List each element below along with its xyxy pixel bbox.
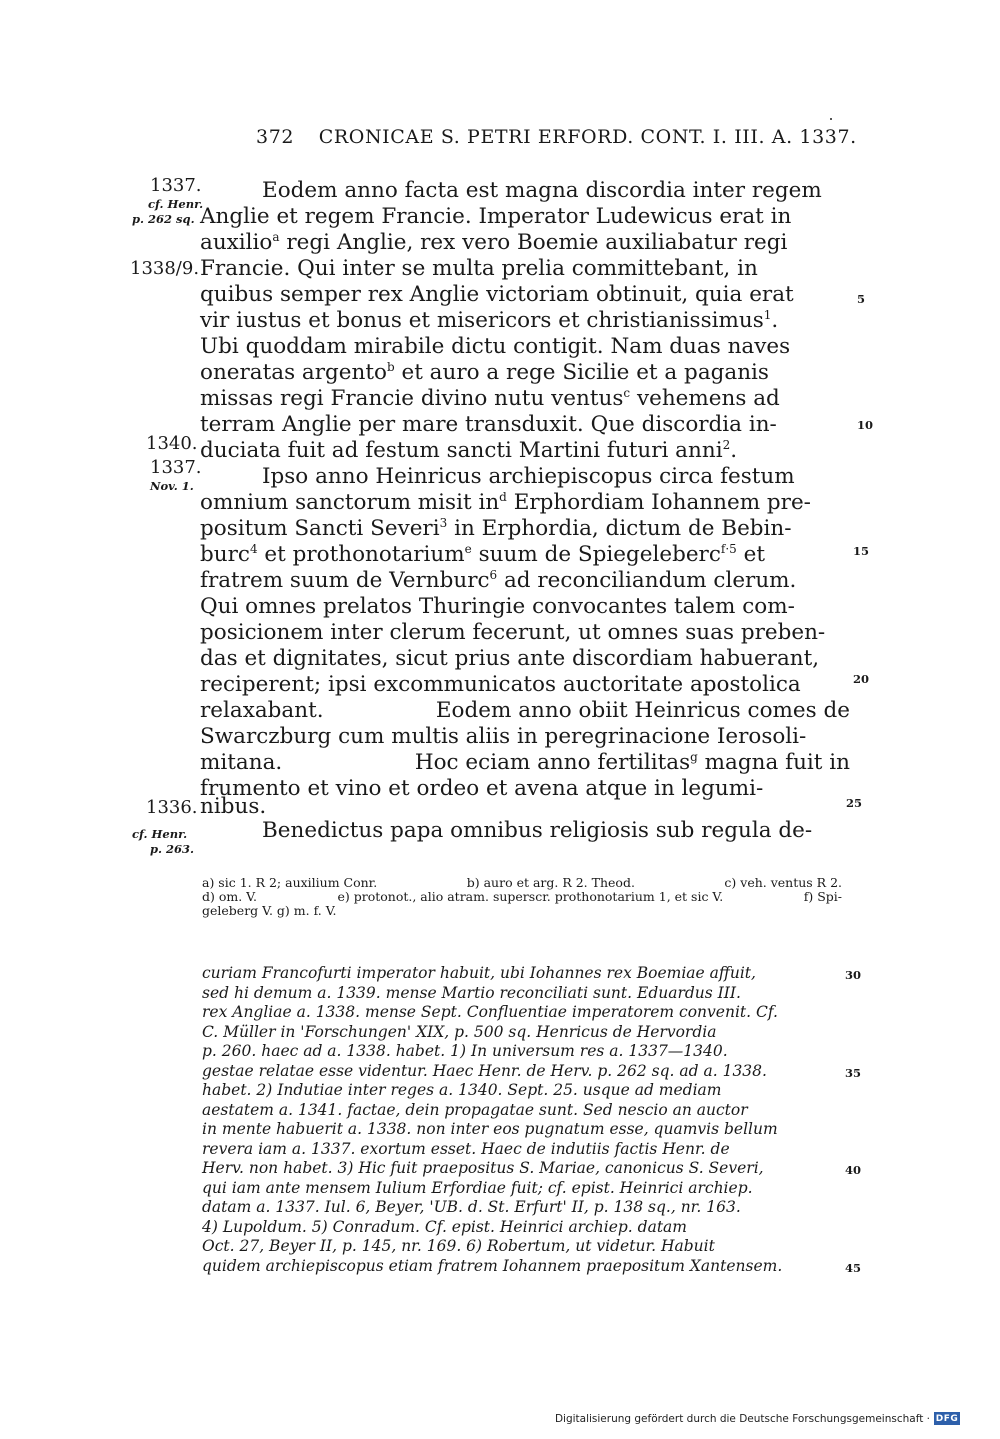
text-line: nibus. xyxy=(200,794,267,819)
margin-year-1340: 1340. xyxy=(146,433,198,454)
commentary-line: rex Angliae a. 1338. mense Sept. Confluentiae imperatorem convenit. Cf. xyxy=(202,1003,778,1021)
commentary-line: C. Müller in 'Forschungen' XIX, p. 500 sq. Henricus de Hervordia xyxy=(202,1022,717,1041)
text-line: quibus semper rex Anglie victoriam obtinuit, quia erat xyxy=(200,282,794,307)
text-line: das et dignitates, sicut prius ante discordiam habuerant, xyxy=(200,646,820,671)
margin-year-1338-9: 1338/9. xyxy=(130,258,200,279)
running-header xyxy=(256,126,857,148)
text-line: relaxabant. Eodem anno obiit Heinricus comes de xyxy=(200,698,850,723)
margin-date-nov1: Nov. 1. xyxy=(150,479,194,493)
line-number-5: 5 xyxy=(857,292,866,306)
text-line: oneratas argento$^b$ et auro a rege Sicilie et a paganis xyxy=(200,359,769,385)
line-number-25: 25 xyxy=(846,796,863,810)
footnote-line: geleberg V. g) m. f. V. xyxy=(202,903,337,918)
line-number-15: 15 xyxy=(853,544,870,558)
margin-ref-henr-2: cf. Henr. xyxy=(132,827,188,841)
text-line: frumento et vino et ordeo et avena atque in legumi- xyxy=(200,776,764,801)
text-line: Francie. Qui inter se multa prelia committebant, in xyxy=(200,256,758,281)
commentary-line: revera iam a. 1337. exortum esset. Haec de indutiis factis Henr. de xyxy=(202,1139,730,1158)
text-line: mitana. Hoc eciam anno fertilitas$^g$ magna fuit in xyxy=(200,749,850,775)
commentary-line: sed hi demum a. 1339. mense Martio reconciliati sunt. Eduardus III. xyxy=(202,983,741,1002)
digitization-credit xyxy=(555,1412,960,1425)
text-line: vir iustus et bonus et misericors et christianissimus$^1$. xyxy=(200,307,779,333)
commentary-line-number-40: 40 xyxy=(845,1163,862,1177)
text-line: Benedictus papa omnibus religiosis sub regula de- xyxy=(262,818,813,843)
commentary-line-number-35: 35 xyxy=(845,1066,862,1080)
running-title: CRONICAE S. PETRI ERFORD. CONT. I. III. A. 1337. xyxy=(318,126,857,148)
line-number-20: 20 xyxy=(853,672,870,686)
dfg-logo-icon: DFG xyxy=(935,1413,959,1424)
commentary-line: Herv. non habet. 3) Hic fuit praepositus S. Mariae, canonicus S. Severi, xyxy=(202,1159,764,1177)
commentary-line: gestae relatae esse videntur. Haec Henr. de Herv. p. 262 sq. ad a. 1338. xyxy=(202,1061,767,1080)
commentary-line: p. 260. haec ad a. 1338. habet. 1) In universum res a. 1337—1340. xyxy=(202,1042,728,1060)
margin-year-1337: 1337. xyxy=(150,175,202,196)
commentary-line-number-45: 45 xyxy=(845,1261,862,1275)
text-line: Qui omnes prelatos Thuringie convocantes talem com- xyxy=(200,594,795,619)
commentary-line: qui iam ante mensem Iulium Erfordiae fuit; cf. epist. Heinrici archiep. xyxy=(202,1178,753,1197)
commentary-line: aestatem a. 1341. factae, dein propagatae sunt. Sed nescio an auctor xyxy=(202,1100,748,1119)
text-line: Ubi quoddam mirabile dictu contigit. Nam duas naves xyxy=(200,334,791,359)
commentary-line: in mente habuerit a. 1338. non inter eos pugnatum esse, quamvis bellum xyxy=(202,1120,778,1138)
text-line: Swarczburg cum multis aliis in peregrinacione Ierosoli- xyxy=(200,724,807,749)
text-line: reciperent; ipsi excommunicatos auctoritate apostolica xyxy=(200,672,801,697)
text-line: Ipso anno Heinricus archiepiscopus circa festum xyxy=(262,464,795,489)
commentary-line: habet. 2) Indutiae inter reges a. 1340. Sept. 25. usque ad mediam xyxy=(202,1081,722,1099)
footnote-line: a) sic 1. R 2; auxilium Conr. b) auro et arg. R 2. Theod. c) veh. ventus R 2. xyxy=(202,875,842,890)
footnote-line: d) om. V. e) protonot., alio atram. superscr. prothonotarium 1, et sic V. f) Spi- xyxy=(202,889,842,904)
margin-ref-page-2: p. 263. xyxy=(150,842,195,856)
margin-year-1336: 1336. xyxy=(146,797,198,818)
text-line: duciata fuit ad festum sancti Martini futuri anni$^2$. xyxy=(200,437,738,463)
text-line: omnium sanctorum misit $in^d$ Erphordiam Iohannem pre- xyxy=(200,489,811,515)
text-line: posicionem inter clerum fecerunt, ut omnes suas preben- xyxy=(200,620,826,645)
credit-text: Digitalisierung gefördert durch die Deutsche Forschungsgemeinschaft · xyxy=(554,1412,930,1425)
commentary-line: curiam Francofurti imperator habuit, ubi Iohannes rex Boemiae affuit, xyxy=(202,964,756,982)
margin-ref-page: p. 262 sq. xyxy=(132,212,195,226)
text-line: Eodem anno facta est magna discordia inter regem xyxy=(262,178,822,203)
text-line: fratrem suum de Vernburc$^6$ ad reconciliandum clerum. xyxy=(200,567,797,593)
margin-ref-henr: cf. Henr. xyxy=(148,197,204,211)
line-number-10: 10 xyxy=(857,418,874,432)
text-line: positum Sancti Severi$^3$ in Erphordia, dictum de Bebin- xyxy=(200,515,792,541)
text-line: auxilio$^a$ regi Anglie, rex vero Boemie auxiliabatur regi xyxy=(200,229,788,255)
text-line: Anglie et regem Francie. Imperator Ludewicus erat in xyxy=(200,204,792,229)
text-line: missas regi Francie divino nutu ventus$^c$ vehemens ad xyxy=(200,385,780,411)
commentary-line: Oct. 27, Beyer II, p. 145, nr. 169. 6) Robertum, ut videtur. Habuit xyxy=(202,1237,715,1255)
commentary-line-number-30: 30 xyxy=(845,968,862,982)
text-line: terram Anglie per mare transduxit. Que discordia in- xyxy=(200,412,777,437)
text-line: burc$^4$ et prothonotarium$^e$ suum de Spiegeleberc$^{f\cdot 5}$ et xyxy=(200,541,765,567)
commentary-line: quidem archiepiscopus etiam fratrem Iohannem praepositum Xantensem. xyxy=(202,1256,783,1275)
page-number: 372 xyxy=(256,126,295,148)
commentary-line: 4) Lupoldum. 5) Conradum. Cf. epist. Heinrici archiep. datam xyxy=(202,1217,687,1236)
commentary-line: datam a. 1337. Iul. 6, Beyer, 'UB. d. St. Erfurt' II, p. 138 sq., nr. 163. xyxy=(202,1198,741,1216)
scan-speck xyxy=(830,118,832,120)
margin-year-1337b: 1337. xyxy=(150,457,202,478)
